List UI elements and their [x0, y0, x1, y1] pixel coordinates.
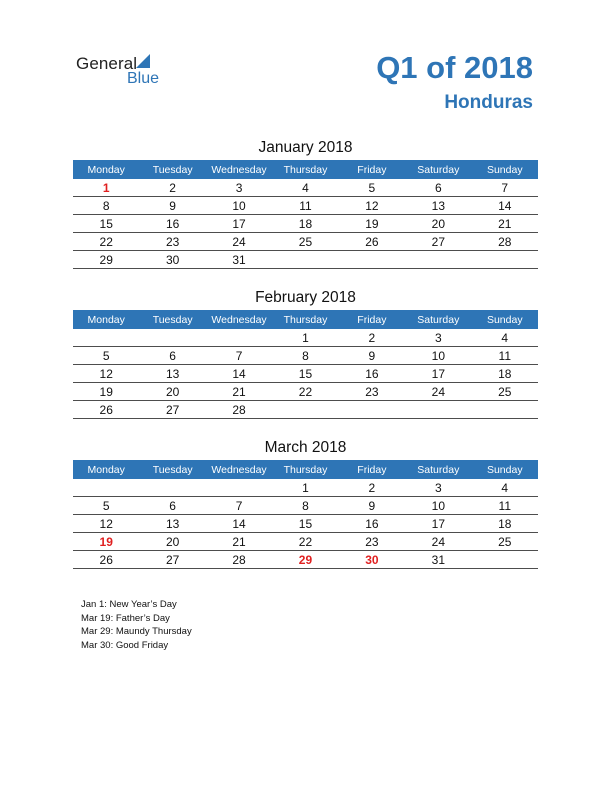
weekday-header: Thursday: [272, 310, 338, 329]
day-cell: 5: [339, 179, 405, 197]
empty-day-cell: [405, 401, 471, 419]
day-cell: 3: [405, 479, 471, 497]
page-title: Q1 of 2018: [376, 50, 533, 85]
day-cell: 26: [339, 233, 405, 251]
weekday-header-row: [73, 160, 538, 179]
weekday-header: Monday: [73, 160, 139, 179]
brand-word-blue: Blue: [127, 70, 160, 87]
country-name: Honduras: [444, 92, 533, 113]
day-cell: 25: [472, 383, 538, 401]
weekday-header: Sunday: [472, 160, 538, 179]
day-cell: 8: [272, 347, 338, 365]
day-cell: 6: [405, 179, 471, 197]
month-february: [73, 288, 538, 419]
empty-day-cell: [272, 401, 338, 419]
day-cell: 25: [472, 533, 538, 551]
calendar-grid: [73, 160, 538, 269]
day-cell: 19: [73, 383, 139, 401]
day-cell: 2: [139, 179, 205, 197]
weekday-header: Thursday: [272, 460, 338, 479]
day-cell: 23: [139, 233, 205, 251]
week-row: [73, 365, 538, 383]
day-cell: 29: [73, 251, 139, 269]
day-cell: 1: [73, 179, 139, 197]
week-row: [73, 551, 538, 569]
day-cell: 4: [272, 179, 338, 197]
day-cell: 7: [472, 179, 538, 197]
weekday-header: Tuesday: [139, 460, 205, 479]
day-cell: 17: [405, 365, 471, 383]
day-cell: 27: [405, 233, 471, 251]
day-cell: 21: [472, 215, 538, 233]
day-cell: 3: [405, 329, 471, 347]
day-cell: 1: [272, 479, 338, 497]
week-row: [73, 215, 538, 233]
empty-day-cell: [206, 479, 272, 497]
brand-word-general: General: [76, 54, 138, 73]
week-row: [73, 251, 538, 269]
empty-day-cell: [339, 251, 405, 269]
day-cell: 10: [405, 497, 471, 515]
day-cell: 11: [272, 197, 338, 215]
empty-day-cell: [73, 329, 139, 347]
week-row: [73, 233, 538, 251]
day-cell: 26: [73, 551, 139, 569]
month-title: January 2018: [258, 139, 353, 156]
weekday-header: Tuesday: [139, 160, 205, 179]
empty-day-cell: [405, 251, 471, 269]
weekday-header: Saturday: [405, 460, 471, 479]
day-cell: 13: [139, 365, 205, 383]
brand-triangle-icon: [136, 54, 150, 68]
month-title: March 2018: [264, 439, 347, 456]
day-cell: 14: [206, 515, 272, 533]
holiday-item: Mar 19: Father’s Day: [81, 612, 170, 624]
weekday-header: Friday: [339, 310, 405, 329]
month-title: February 2018: [255, 289, 356, 306]
day-cell: 24: [405, 383, 471, 401]
day-cell: 27: [139, 401, 205, 419]
day-cell: 4: [472, 329, 538, 347]
weekday-header: Wednesday: [206, 160, 272, 179]
day-cell: 2: [339, 479, 405, 497]
day-cell: 30: [139, 251, 205, 269]
day-cell: 23: [339, 533, 405, 551]
day-cell: 5: [73, 347, 139, 365]
day-cell: 26: [73, 401, 139, 419]
week-row: [73, 179, 538, 197]
day-cell: 12: [339, 197, 405, 215]
day-cell: 25: [272, 233, 338, 251]
day-cell: 24: [206, 233, 272, 251]
day-cell: 9: [339, 497, 405, 515]
empty-day-cell: [73, 479, 139, 497]
day-cell: 31: [206, 251, 272, 269]
day-cell: 11: [472, 497, 538, 515]
calendar-grid: [73, 310, 538, 419]
weekday-header: Sunday: [472, 460, 538, 479]
day-cell: 31: [405, 551, 471, 569]
month-january: [73, 138, 538, 269]
empty-day-cell: [472, 251, 538, 269]
day-cell: 15: [73, 215, 139, 233]
day-cell: 12: [73, 365, 139, 383]
day-cell: 15: [272, 365, 338, 383]
day-cell: 14: [206, 365, 272, 383]
week-row: [73, 533, 538, 551]
day-cell: 15: [272, 515, 338, 533]
day-cell: 22: [272, 533, 338, 551]
empty-day-cell: [139, 479, 205, 497]
day-cell: 16: [339, 515, 405, 533]
day-cell: 16: [339, 365, 405, 383]
day-cell: 17: [206, 215, 272, 233]
day-cell: 29: [272, 551, 338, 569]
empty-day-cell: [339, 401, 405, 419]
empty-day-cell: [472, 551, 538, 569]
weekday-header-row: [73, 310, 538, 329]
weekday-header: Tuesday: [139, 310, 205, 329]
calendar-grid: [73, 460, 538, 569]
week-row: [73, 515, 538, 533]
day-cell: 17: [405, 515, 471, 533]
weekday-header: Saturday: [405, 160, 471, 179]
day-cell: 10: [206, 197, 272, 215]
day-cell: 24: [405, 533, 471, 551]
day-cell: 2: [339, 329, 405, 347]
weekday-header: Wednesday: [206, 460, 272, 479]
day-cell: 10: [405, 347, 471, 365]
day-cell: 13: [405, 197, 471, 215]
day-cell: 22: [272, 383, 338, 401]
day-cell: 12: [73, 515, 139, 533]
week-row: [73, 497, 538, 515]
day-cell: 18: [272, 215, 338, 233]
day-cell: 9: [139, 197, 205, 215]
day-cell: 5: [73, 497, 139, 515]
empty-day-cell: [472, 401, 538, 419]
day-cell: 20: [139, 533, 205, 551]
day-cell: 21: [206, 533, 272, 551]
day-cell: 1: [272, 329, 338, 347]
day-cell: 16: [139, 215, 205, 233]
day-cell: 14: [472, 197, 538, 215]
week-row: [73, 347, 538, 365]
day-cell: 9: [339, 347, 405, 365]
day-cell: 6: [139, 497, 205, 515]
day-cell: 28: [206, 401, 272, 419]
brand-logo: [76, 52, 186, 92]
weekday-header-row: [73, 460, 538, 479]
day-cell: 20: [405, 215, 471, 233]
day-cell: 20: [139, 383, 205, 401]
weekday-header: Sunday: [472, 310, 538, 329]
week-row: [73, 479, 538, 497]
day-cell: 13: [139, 515, 205, 533]
weekday-header: Monday: [73, 310, 139, 329]
holiday-item: Mar 29: Maundy Thursday: [81, 626, 192, 637]
week-row: [73, 329, 538, 347]
weekday-header: Monday: [73, 460, 139, 479]
day-cell: 19: [73, 533, 139, 551]
day-cell: 28: [206, 551, 272, 569]
week-row: [73, 383, 538, 401]
day-cell: 27: [139, 551, 205, 569]
day-cell: 19: [339, 215, 405, 233]
day-cell: 8: [73, 197, 139, 215]
day-cell: 30: [339, 551, 405, 569]
day-cell: 4: [472, 479, 538, 497]
day-cell: 3: [206, 179, 272, 197]
empty-day-cell: [272, 251, 338, 269]
day-cell: 28: [472, 233, 538, 251]
weekday-header: Thursday: [272, 160, 338, 179]
empty-day-cell: [206, 329, 272, 347]
week-row: [73, 197, 538, 215]
day-cell: 7: [206, 347, 272, 365]
day-cell: 18: [472, 365, 538, 383]
weekday-header: Saturday: [405, 310, 471, 329]
day-cell: 8: [272, 497, 338, 515]
day-cell: 11: [472, 347, 538, 365]
week-row: [73, 401, 538, 419]
day-cell: 21: [206, 383, 272, 401]
day-cell: 22: [73, 233, 139, 251]
weekday-header: Friday: [339, 160, 405, 179]
holiday-list: [81, 598, 192, 652]
empty-day-cell: [139, 329, 205, 347]
weekday-header: Wednesday: [206, 310, 272, 329]
holiday-item: Jan 1: New Year’s Day: [81, 599, 177, 610]
month-march: [73, 438, 538, 569]
day-cell: 18: [472, 515, 538, 533]
holiday-item: Mar 30: Good Friday: [81, 639, 169, 651]
weekday-header: Friday: [339, 460, 405, 479]
day-cell: 6: [139, 347, 205, 365]
day-cell: 23: [339, 383, 405, 401]
day-cell: 7: [206, 497, 272, 515]
